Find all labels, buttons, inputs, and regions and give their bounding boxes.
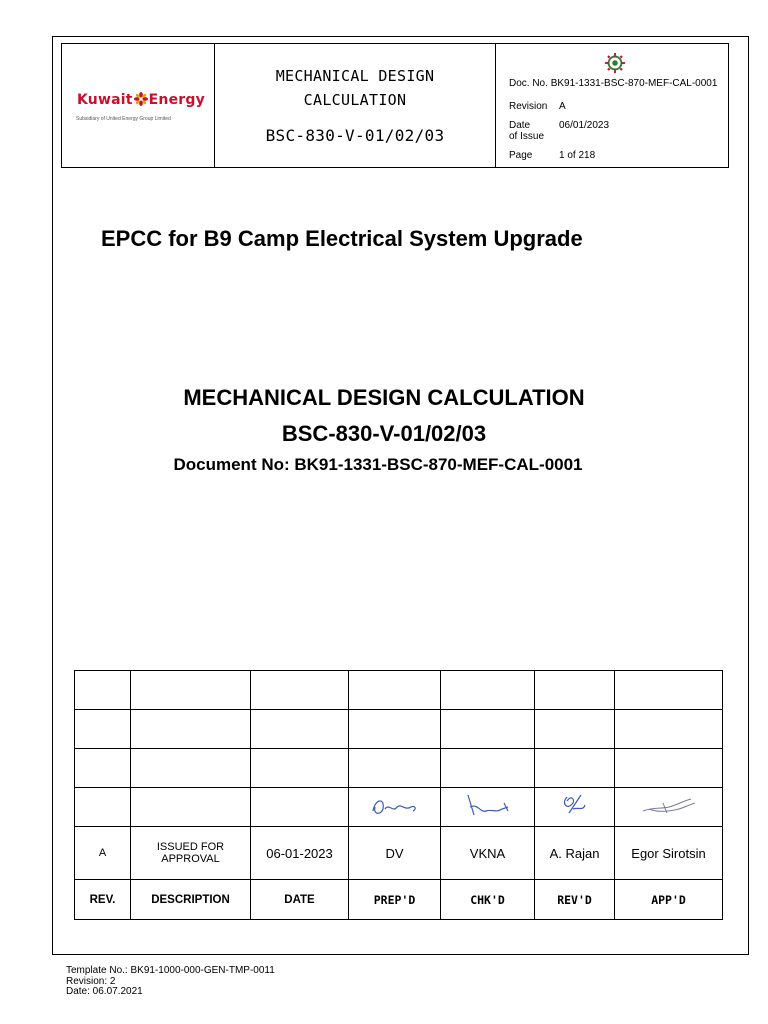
col-header-rev: REV. <box>75 880 131 920</box>
date-label <box>509 120 559 142</box>
company-name-part1: Kuwait <box>77 92 133 108</box>
col-header-date: DATE <box>251 880 349 920</box>
signature-icon <box>365 789 425 823</box>
footer-revision: Revision: 2 <box>66 975 116 987</box>
description-value <box>131 827 251 880</box>
meta-page <box>509 150 595 161</box>
footer-template-no: Template No.: BK91-1000-000-GEN-TMP-0011 <box>66 965 275 976</box>
doc-no-label: Doc. No. <box>509 78 548 89</box>
header-title-line1: MECHANICAL DESIGN <box>275 67 435 85</box>
client-emblem-icon <box>604 52 626 74</box>
revision-value: A <box>559 101 566 112</box>
empty-row <box>75 671 723 710</box>
company-logo-text <box>77 92 205 108</box>
revision-table <box>74 670 723 920</box>
revision-header-row <box>75 880 723 920</box>
date-label-line2: of Issue <box>509 131 545 142</box>
prepd-signature-cell <box>349 788 441 827</box>
document-header <box>61 43 729 168</box>
main-title: MECHANICAL DESIGN CALCULATION <box>183 385 585 410</box>
header-title-cell <box>215 44 496 167</box>
revision-label: Revision <box>509 101 548 112</box>
chkd-cell: VKNA <box>441 827 535 880</box>
prepd-cell: DV <box>349 827 441 880</box>
page-value: 1 of 218 <box>559 150 596 161</box>
main-code: BSC-830-V-01/02/03 <box>281 421 487 446</box>
footer-date: Date: 06.07.2021 <box>66 986 143 997</box>
date-value: 06/01/2023 <box>559 120 610 131</box>
revd-signature-cell <box>535 788 615 827</box>
company-subtitle: Subsidiary of United Energy Group Limited <box>76 116 171 122</box>
revision-row <box>75 827 723 880</box>
appd-cell: Egor Sirotsin <box>615 827 723 880</box>
col-header-prepd: PREP'D <box>349 880 441 920</box>
meta-revision <box>509 101 566 112</box>
doc-no-value: BK91-1331-BSC-870-MEF-CAL-0001 <box>550 78 718 89</box>
empty-row <box>75 710 723 749</box>
signature-icon <box>639 789 699 823</box>
revd-cell: A. Rajan <box>535 827 615 880</box>
header-title-code: BSC-830-V-01/02/03 <box>265 126 445 145</box>
header-meta-cell <box>496 44 728 167</box>
page-label: Page <box>509 150 533 161</box>
signature-icon <box>458 789 518 823</box>
empty-row <box>75 749 723 788</box>
meta-doc-no <box>509 78 717 89</box>
date-label-line1: Date <box>509 120 531 131</box>
meta-date <box>509 120 609 142</box>
description-line1: ISSUED FOR <box>156 841 225 853</box>
col-header-revd: REV'D <box>535 880 615 920</box>
date-cell: 06-01-2023 <box>251 827 349 880</box>
description-line2: APPROVAL <box>161 853 220 865</box>
document-number: Document No: BK91-1331-BSC-870-MEF-CAL-0001 <box>173 455 583 474</box>
signature-row <box>75 788 723 827</box>
chkd-signature-cell <box>441 788 535 827</box>
rev-value: A <box>75 827 131 880</box>
company-name-part2: Energy <box>148 92 205 108</box>
project-title: EPCC for B9 Camp Electrical System Upgrade <box>101 226 583 251</box>
signature-icon <box>545 789 605 823</box>
header-title-line2: CALCULATION <box>303 91 407 109</box>
col-header-description: DESCRIPTION <box>131 880 251 920</box>
col-header-chkd: CHK'D <box>441 880 535 920</box>
col-header-appd: APP'D <box>615 880 723 920</box>
appd-signature-cell <box>615 788 723 827</box>
template-footer <box>66 966 275 998</box>
flower-logo-icon <box>134 92 148 106</box>
company-logo <box>62 44 215 167</box>
